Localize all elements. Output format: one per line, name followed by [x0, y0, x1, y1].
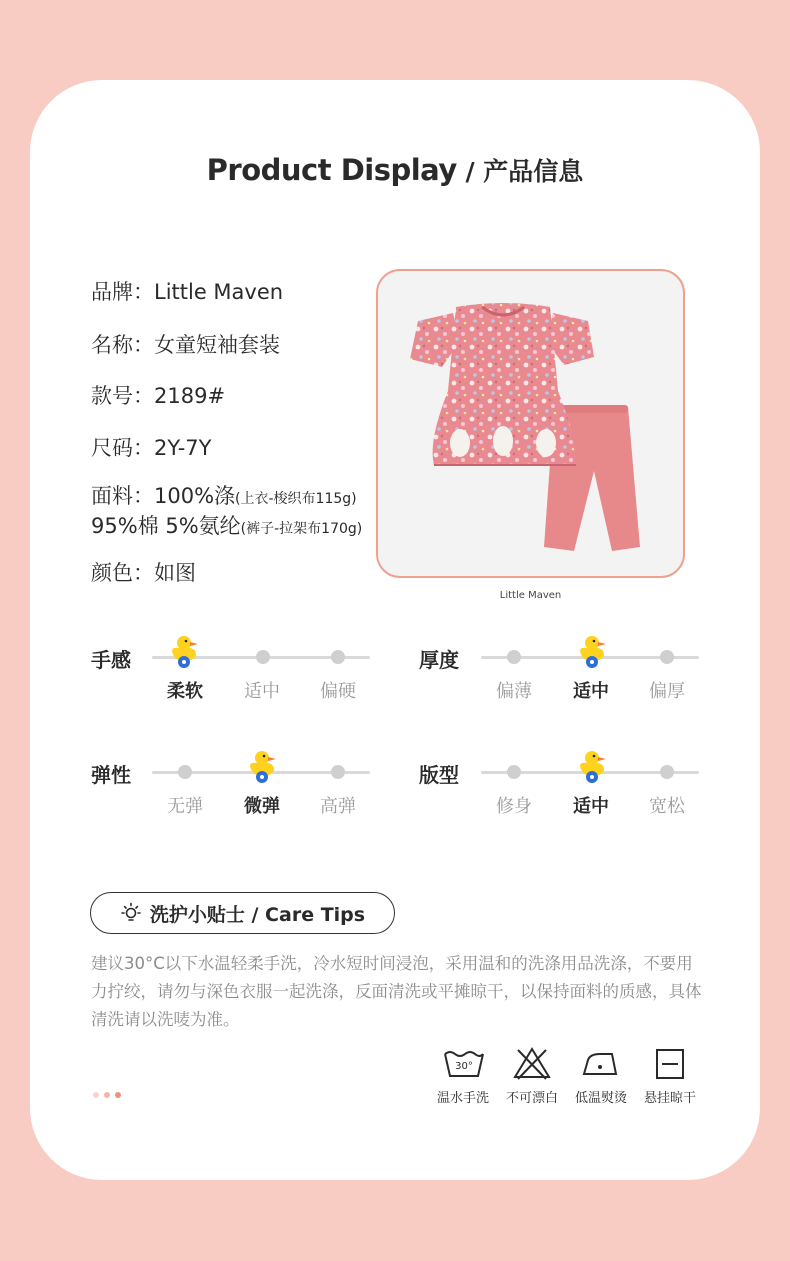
pager-dot	[104, 1092, 110, 1098]
scale-feel-title: 手感	[91, 648, 131, 672]
duck-indicator-icon	[168, 633, 202, 669]
scale-dot	[178, 765, 192, 779]
info-style-no: 款号：2189#	[91, 384, 226, 408]
care-label: 温水手洗	[436, 1091, 489, 1106]
care-label: 不可漂白	[505, 1091, 558, 1106]
info-brand: 品牌：Little Maven	[91, 280, 284, 304]
scale-fit-option: 宽松	[649, 796, 685, 817]
product-illustration	[378, 271, 683, 576]
page-title: Product Display / 产品信息	[206, 153, 584, 187]
no-bleach-icon	[510, 1046, 554, 1082]
care-label: 悬挂晾干	[643, 1091, 696, 1106]
info-fabric-line2: 95%棉 5%氨纶(裤子-拉架布170g)	[91, 514, 363, 538]
scale-elasticity-option: 高弹	[320, 796, 356, 817]
scale-dot	[660, 650, 674, 664]
lightbulb-icon	[120, 902, 142, 924]
info-name: 名称：女童短袖套装	[91, 333, 280, 357]
duck-indicator-icon	[246, 748, 280, 784]
photo-caption: Little Maven	[499, 590, 562, 601]
scale-thickness-title: 厚度	[419, 648, 459, 672]
scale-dot	[660, 765, 674, 779]
care-tips-pill: 洗护小贴士 / Care Tips	[90, 892, 395, 934]
scale-fit-option: 适中	[573, 796, 609, 817]
pager-dot	[93, 1092, 99, 1098]
scale-dot	[331, 765, 345, 779]
care-instructions-text: 建议30°C以下水温轻柔手洗，冷水短时间浸泡，采用温和的洗涤用品洗涤，不要用力拧绞，请勿与深色衣服一起洗涤，反面清洗或平摊晾干，以保持面料的质感，具体清洗请以洗唛为准。	[91, 954, 702, 1029]
scale-dot	[256, 650, 270, 664]
duck-indicator-icon	[576, 633, 610, 669]
product-photo	[376, 269, 685, 578]
scale-feel-option: 柔软	[167, 681, 203, 702]
low-iron-icon	[578, 1046, 622, 1082]
wash-temp-label: 30°	[455, 1061, 473, 1072]
duck-indicator-icon	[576, 748, 610, 784]
hand-wash-30-icon	[442, 1046, 486, 1082]
scale-fit-option: 修身	[496, 796, 532, 817]
scale-dot	[331, 650, 345, 664]
scale-elasticity-title: 弹性	[91, 763, 131, 787]
scale-dot	[507, 650, 521, 664]
info-fabric-line1: 面料：100%涤(上衣-梭织布115g)	[91, 484, 357, 508]
hang-dry-icon	[648, 1046, 692, 1082]
scale-elasticity-option: 无弹	[167, 796, 203, 817]
pager-dot-active	[115, 1092, 121, 1098]
scale-thickness-option: 偏厚	[649, 681, 685, 702]
info-size: 尺码：2Y-7Y	[91, 436, 212, 460]
scale-thickness-option: 适中	[573, 681, 609, 702]
scale-fit-title: 版型	[419, 763, 459, 787]
scale-feel-option: 适中	[244, 681, 280, 702]
info-color: 颜色：如图	[91, 561, 196, 585]
care-label: 低温熨烫	[574, 1091, 627, 1106]
scale-dot	[507, 765, 521, 779]
scale-feel-option: 偏硬	[320, 681, 356, 702]
scale-thickness-option: 偏薄	[496, 681, 532, 702]
scale-elasticity-option: 微弹	[244, 796, 280, 817]
